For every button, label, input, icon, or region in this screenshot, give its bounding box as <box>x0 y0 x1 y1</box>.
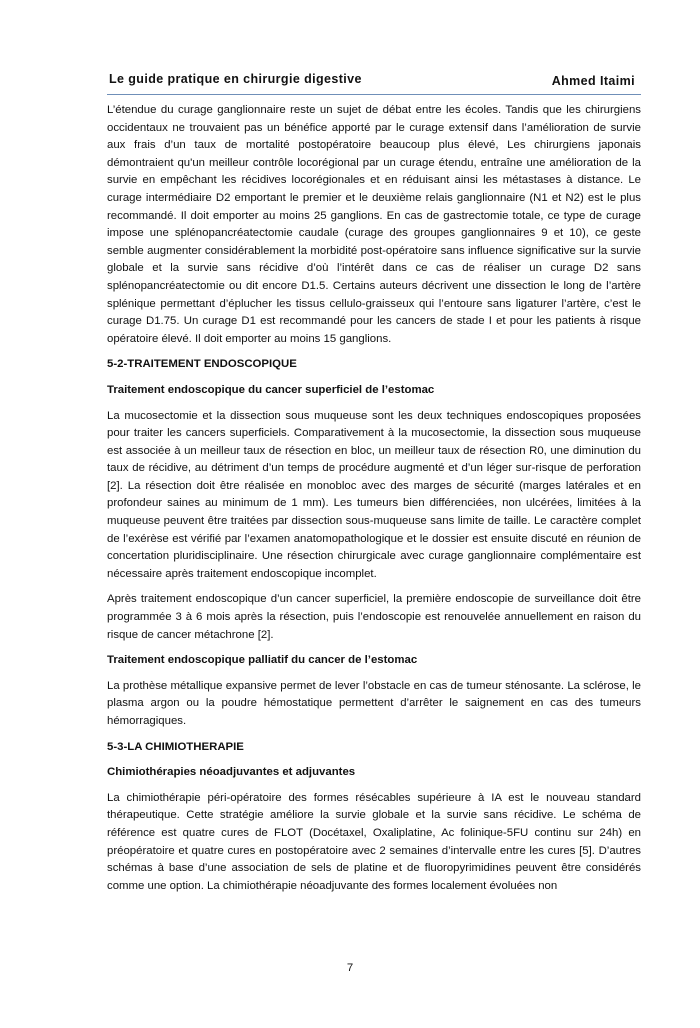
subheading-neoadjuvantes: Chimiothérapies néoadjuvantes et adjuvantes <box>107 766 356 779</box>
section-heading-endoscopique: 5-2-TRAITEMENT ENDOSCOPIQUE <box>107 358 297 371</box>
paragraph-curage: L’étendue du curage ganglionnaire reste un sujet de débat entre les écoles. Tandis que les chirurgiens occidentaux ne trouvaient pas un bénéfice apporté par le curage extensif dans l’amélioration de survie aux frais d’un taux de mortalité postopératoire beaucoup plus élevé, Les chirurgiens japonais démontraient qu'un meilleur contrôle locorégional par un curage étendu, entraîne une amélioration de la survie en empêchant les récidives locorégionales et en réduisant ainsi les métastases à distance. Le curage intermédiaire D2 emportant le premier et le deuxième relais ganglionnaire (N1 et N2) est le plus recommandé. Il doit emporter au moins 25 ganglions. En cas de gastrectomie totale, ce type de curage impose une splénopancréatectomie caudale (curage des groupes ganglionnaires 9 et 10), ce geste semble augmenter considérablement la morbidité post-opératoire sans influence significative sur la survie globale et la survie sans récidive d’où l’intérêt dans ce cas de réaliser un curage D2 sans splénopancréatectomie ou dit encore D1.5. Certains auteurs décrivent une dissection le long de l’artère splénique permettant d’éplucher les tissus cellulo-graisseux qui l’entoure sans ligaturer l’artère, c’est le curage D1.75. Un curage D1 est recommandé pour les cancers de stade I et pour les patients à risque opératoire élevé. Il doit emporter au moins 15 ganglions. <box>107 104 641 345</box>
paragraph-surveillance: Après traitement endoscopique d’un cancer superficiel, la première endoscopie de surveillance doit être programmée 3 à 6 mois après la résection, puis l’endoscopie est renouvelée annuellement en raison du risque de cancer métachrone [2]. <box>107 593 641 641</box>
paragraph-flot: La chimiothérapie péri-opératoire des formes résécables supérieure à IA est le nouveau standard thérapeutique. Cette stratégie améliore la survie globale et la survie sans récidive. Le schéma de référence est quatre cures de FLOT (Docétaxel, Oxaliplatine, Ac folinique-5FU continu sur 24h) en préopératoire et quatre cures en postopératoire avec 2 semaines d’intervalle entre les cures [5]. D’autres schémas à base d’une association de sels de platine et de fluoropyrimidines peuvent être considérés comme une option. La chimiothérapie néoadjuvante des formes localement évoluées non <box>107 791 641 892</box>
paragraph-mucosectomie: La mucosectomie et la dissection sous muqueuse sont les deux techniques endoscopiques proposées pour traiter les cancers superficiels. Comparativement à la mucosectomie, la dissection sous muqueuse est associée à un meilleur taux de résection en bloc, un meilleur taux de résection R0, une diminution du taux de récidive, au détriment d’un temps de procédure augmenté et d’un léger sur-risque de perforation [2]. La résection doit être réalisée en monobloc avec des marges de sécurité (marges latérales et en profondeur saines au minimum de 1 mm). Les tumeurs bien différenciées, non ulcérées, limitées à la muqueuse peuvent être traitées par dissection sous-muqueuse sans limite de taille. Le caractère complet de l’exérèse est vérifié par l’examen anatomopathologique et le dossier est ensuite discuté en réunion de concertation pluridisciplinaire. Une résection chirurgicale avec curage ganglionnaire complémentaire est nécessaire après traitement endoscopique incomplet. <box>107 409 641 580</box>
running-header <box>107 70 641 95</box>
author-name: Ahmed Itaimi <box>551 74 635 88</box>
page-number: 7 <box>346 962 354 974</box>
section-heading-chimiotherapie: 5-3-LA CHIMIOTHERAPIE <box>107 740 244 753</box>
subheading-cancer-superficiel: Traitement endoscopique du cancer superficiel de l’estomac <box>107 383 435 396</box>
book-title: Le guide pratique en chirurgie digestive <box>109 72 362 86</box>
page-body <box>107 102 641 903</box>
subheading-palliatif: Traitement endoscopique palliatif du cancer de l’estomac <box>107 654 418 667</box>
paragraph-prothese: La prothèse métallique expansive permet de lever l’obstacle en cas de tumeur sténosante. La sclérose, le plasma argon ou la poudre hémostatique permettent d’arrêter le saignement en cas des tumeurs hémorragiques. <box>107 679 641 727</box>
